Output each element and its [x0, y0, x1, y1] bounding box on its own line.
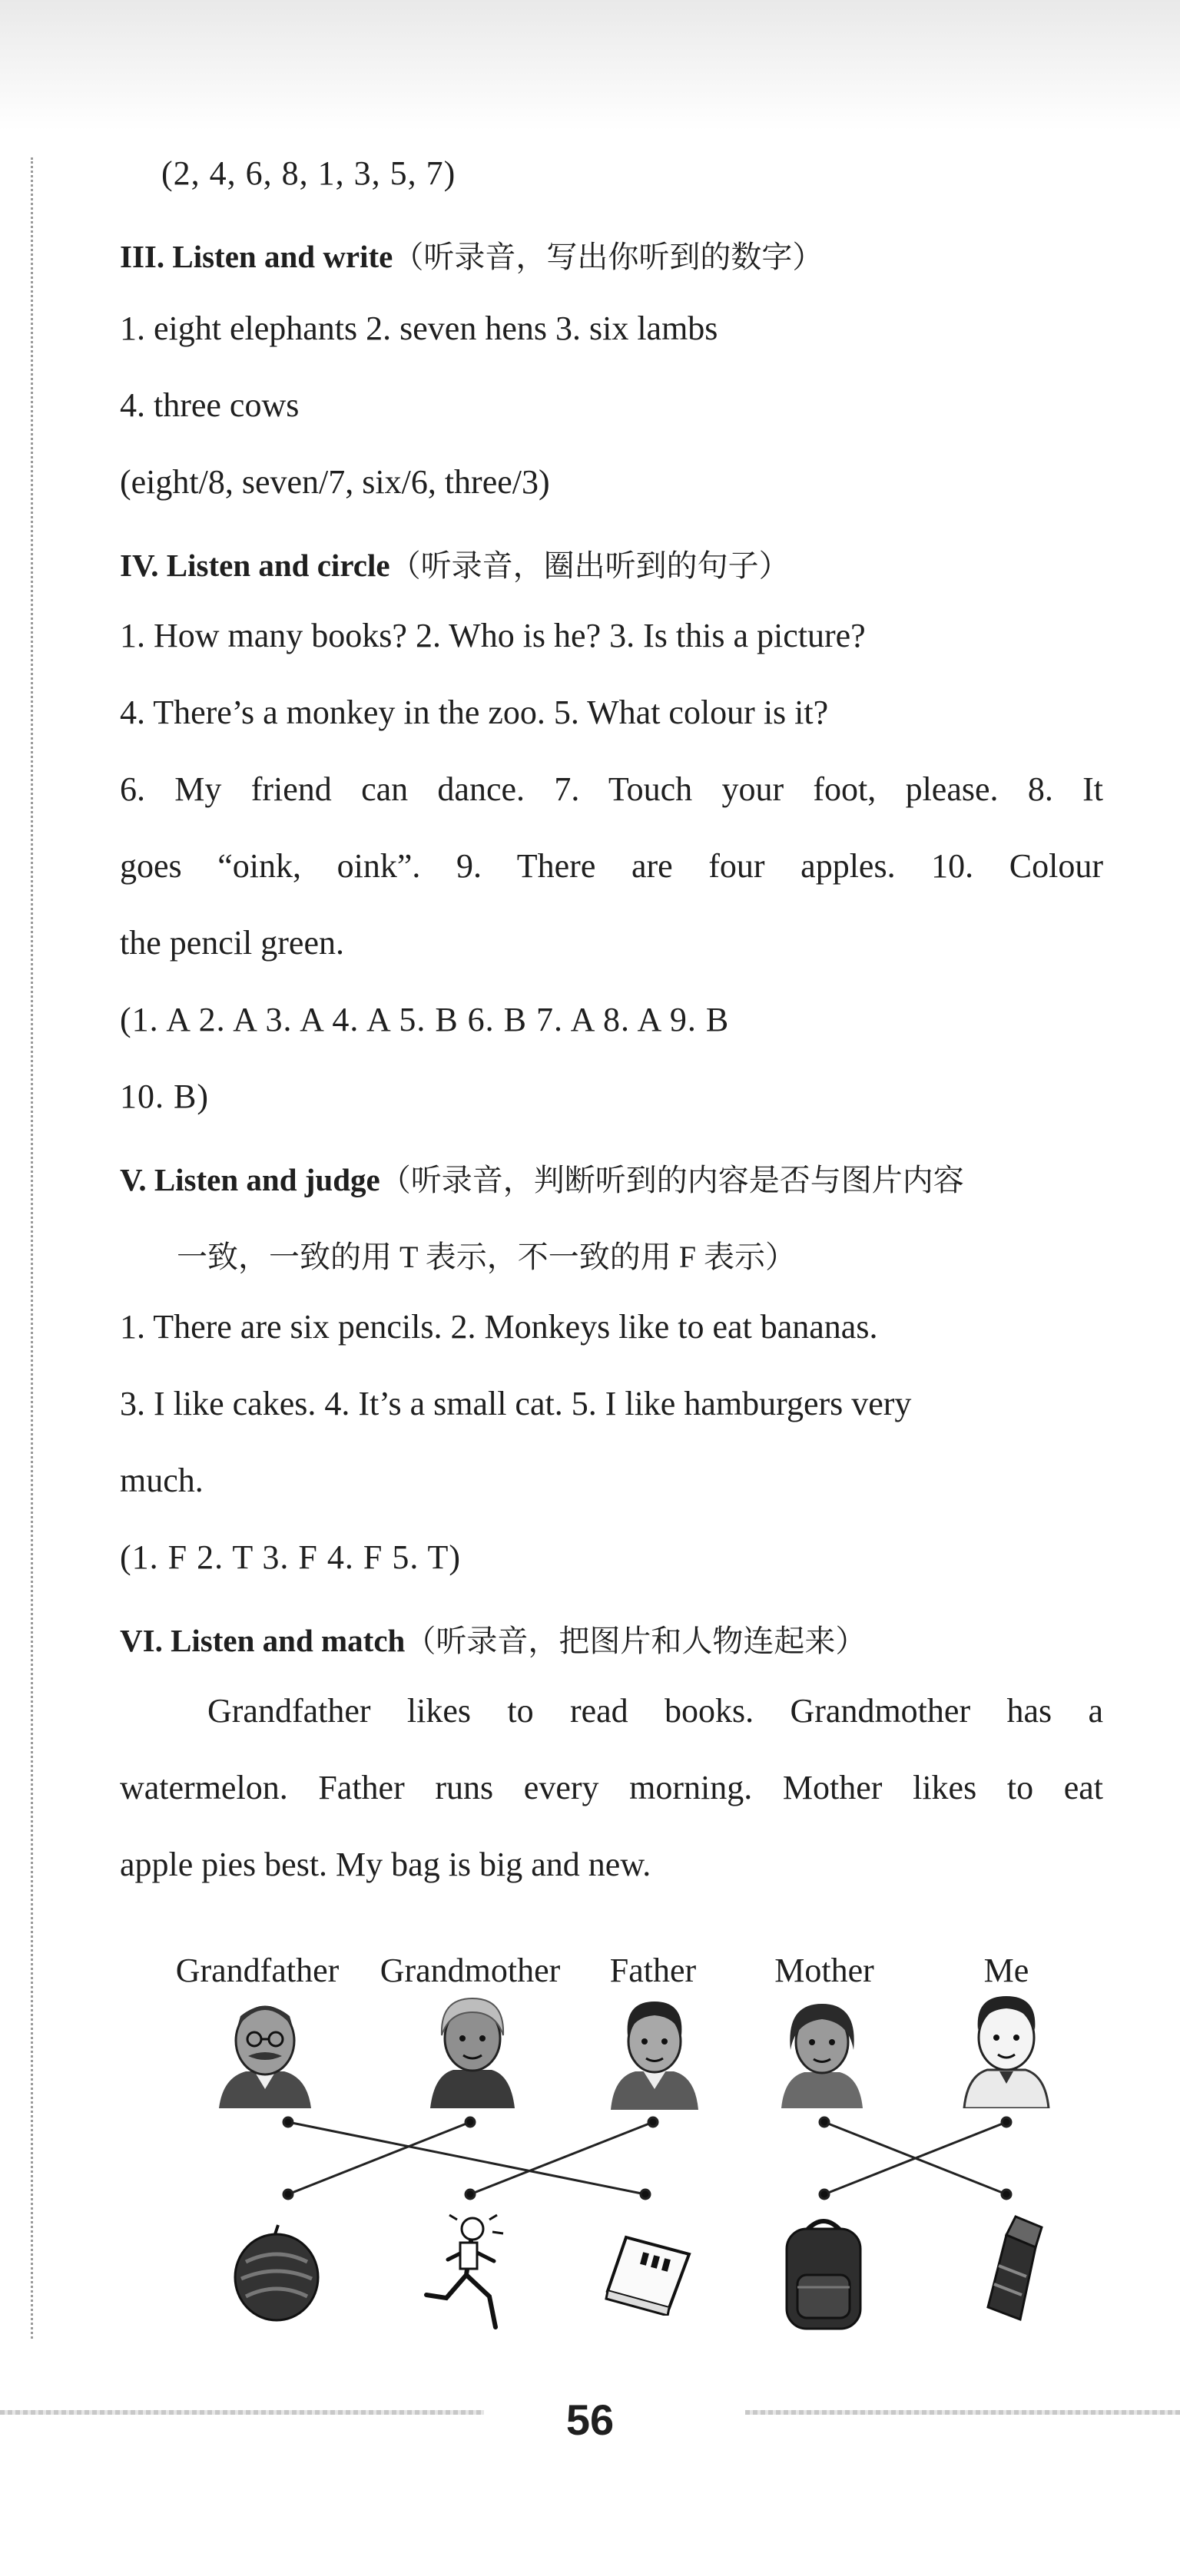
section-title: V. Listen and judge — [120, 1162, 380, 1197]
match-line-grandmother-watermelon — [288, 2122, 470, 2194]
backpack-icon — [776, 2212, 872, 2331]
paragraph-line: apple pies best. My bag is big and new. — [120, 1846, 651, 1883]
section-heading-5 — [120, 1156, 964, 1200]
answer-line: (1. A 2. A 3. A 4. A 5. B 6. B 7. A 8. A 9. B — [120, 1001, 730, 1038]
section-instruction: （听录音，判断听到的内容是否与图片内容 — [380, 1163, 964, 1197]
section-instruction: （听录音，圈出听到的句子） — [389, 548, 790, 583]
footer-rule-right — [745, 2410, 1180, 2415]
section-instruction: 一致，一致的用 T 表示，不一致的用 F 表示） — [177, 1240, 796, 1274]
grandfather-portrait-icon — [211, 1993, 319, 2108]
text-line: the pencil green. — [120, 924, 344, 962]
grandmother-portrait-icon — [419, 1989, 526, 2108]
answer-line: 10. B) — [120, 1078, 209, 1115]
answer-line: (2, 4, 6, 8, 1, 3, 5, 7) — [161, 154, 456, 192]
section-instruction-continued — [177, 1233, 796, 1276]
scan-top-shade — [0, 0, 1180, 131]
father-portrait-icon — [605, 1991, 704, 2110]
answer-line: (1. F 2. T 3. F 4. F 5. T) — [120, 1538, 462, 1576]
text-line: 1. There are six pencils. 2. Monkeys like to eat bananas. — [120, 1308, 878, 1346]
answer-line: (eight/8, seven/7, six/6, three/3) — [120, 463, 550, 501]
section-heading-4 — [120, 541, 790, 585]
section-title: VI. Listen and match — [120, 1623, 406, 1658]
person-label: Grandmother — [380, 1952, 561, 1989]
section-instruction: （听录音，写出你听到的数字） — [393, 240, 824, 274]
text-line: 1. eight elephants 2. seven hens 3. six lambs — [120, 310, 718, 347]
text-line: 6. My friend can dance. 7. Touch your foot, please. 8. It — [120, 770, 1103, 808]
text-line: 1. How many books? 2. Who is he? 3. Is this a picture? — [120, 617, 866, 654]
footer-rule-left — [0, 2410, 484, 2415]
text-line: much. — [120, 1462, 204, 1499]
me-portrait-icon — [956, 1985, 1056, 2108]
section-instruction: （听录音，把图片和人物连起来） — [405, 1624, 867, 1658]
person-label: Grandfather — [175, 1952, 340, 1989]
section-heading-3 — [120, 233, 823, 276]
person-label: Father — [609, 1952, 697, 1989]
text-line: 4. three cows — [120, 386, 300, 424]
text-line: 3. I like cakes. 4. It’s a small cat. 5. I like hamburgers very — [120, 1385, 912, 1422]
paragraph-line: Grandfather likes to read books. Grandmother has a — [207, 1692, 1103, 1730]
text-line: goes “oink, oink”. 9. There are four apples. 10. Colour — [120, 847, 1103, 885]
match-line-father-running — [470, 2122, 653, 2194]
person-label: Me — [983, 1952, 1029, 1989]
watermelon-icon — [230, 2223, 323, 2323]
person-label: Mother — [774, 1952, 874, 1989]
apple-pie-icon — [976, 2212, 1052, 2327]
mother-portrait-icon — [772, 1993, 872, 2108]
match-lines — [0, 2108, 1180, 2208]
running-man-icon — [419, 2212, 530, 2335]
binding-margin-line — [31, 157, 33, 2339]
book-icon — [603, 2231, 695, 2316]
text-line: 4. There’s a monkey in the zoo. 5. What colour is it? — [120, 694, 829, 731]
section-heading-6 — [120, 1617, 866, 1660]
section-title: IV. Listen and circle — [120, 548, 390, 583]
paragraph-line: watermelon. Father runs every morning. Mother likes to eat — [120, 1769, 1103, 1806]
match-line-grandfather-book — [288, 2122, 645, 2194]
section-title: III. Listen and write — [120, 239, 393, 274]
page-number: 56 — [565, 2396, 615, 2444]
